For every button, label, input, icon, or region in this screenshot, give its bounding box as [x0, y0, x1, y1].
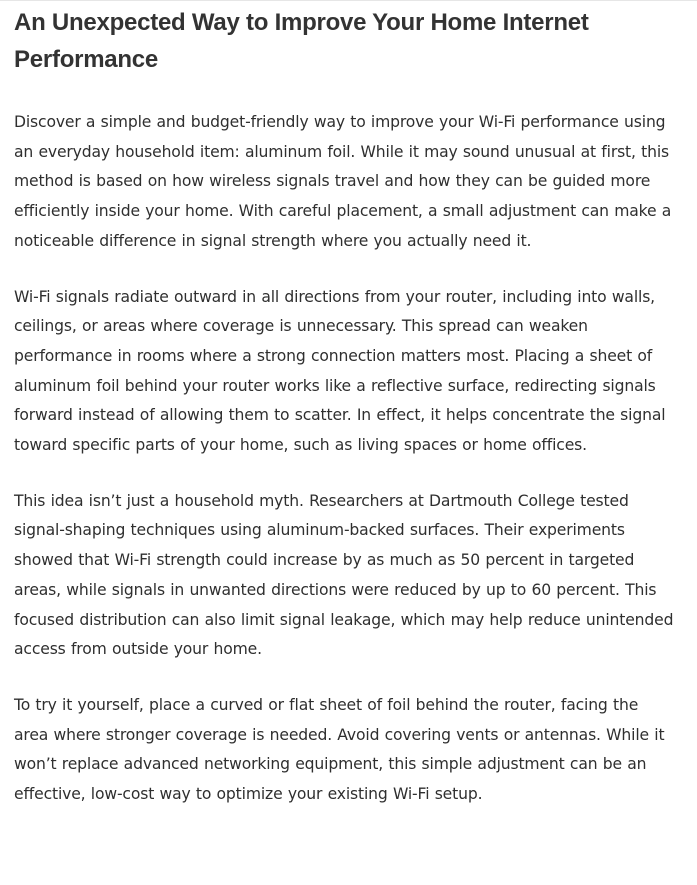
- top-divider: [0, 0, 697, 1]
- article-title: An Unexpected Way to Improve Your Home Internet Performance: [14, 9, 589, 73]
- article-paragraph-1: Discover a simple and budget-friendly way to improve your Wi-Fi performance using an everyday household item: aluminum foil. While it may sound unusual at first, this method is based on how wireless signals travel and how they can be guided more efficiently inside your home. With careful placement, a small adjustment can make a noticeable difference in signal strength where you actually need it.: [14, 113, 672, 250]
- article-paragraph-4: To try it yourself, place a curved or flat sheet of foil behind the router, facing the area where stronger coverage is needed. Avoid covering vents or antennas. While it won’t replace advanced networking equipment, this simple adjustment can be an effective, low-cost way to optimize your existing Wi-Fi setup.: [14, 695, 665, 804]
- article-paragraph-3: This idea isn’t just a household myth. Researchers at Dartmouth College tested signal-shaping techniques using aluminum-backed surfaces. Their experiments showed that Wi-Fi strength could increase by as much as 50 percent in targeted areas, while signals in unwanted directions were reduced by up to 60 percent. This focused distribution can also limit signal leakage, which may help reduce unintended access from outside your home.: [14, 491, 674, 659]
- article-paragraph-2: Wi-Fi signals radiate outward in all directions from your router, including into walls, ceilings, or areas where coverage is unnecessary. This spread can weaken performance in rooms where a strong connection matters most. Placing a sheet of aluminum foil behind your router works like a reflective surface, redirecting signals forward instead of allowing them to scatter. In effect, it helps concentrate the signal toward specific parts of your home, such as living spaces or home offices.: [14, 287, 666, 455]
- article: [14, 4, 674, 810]
